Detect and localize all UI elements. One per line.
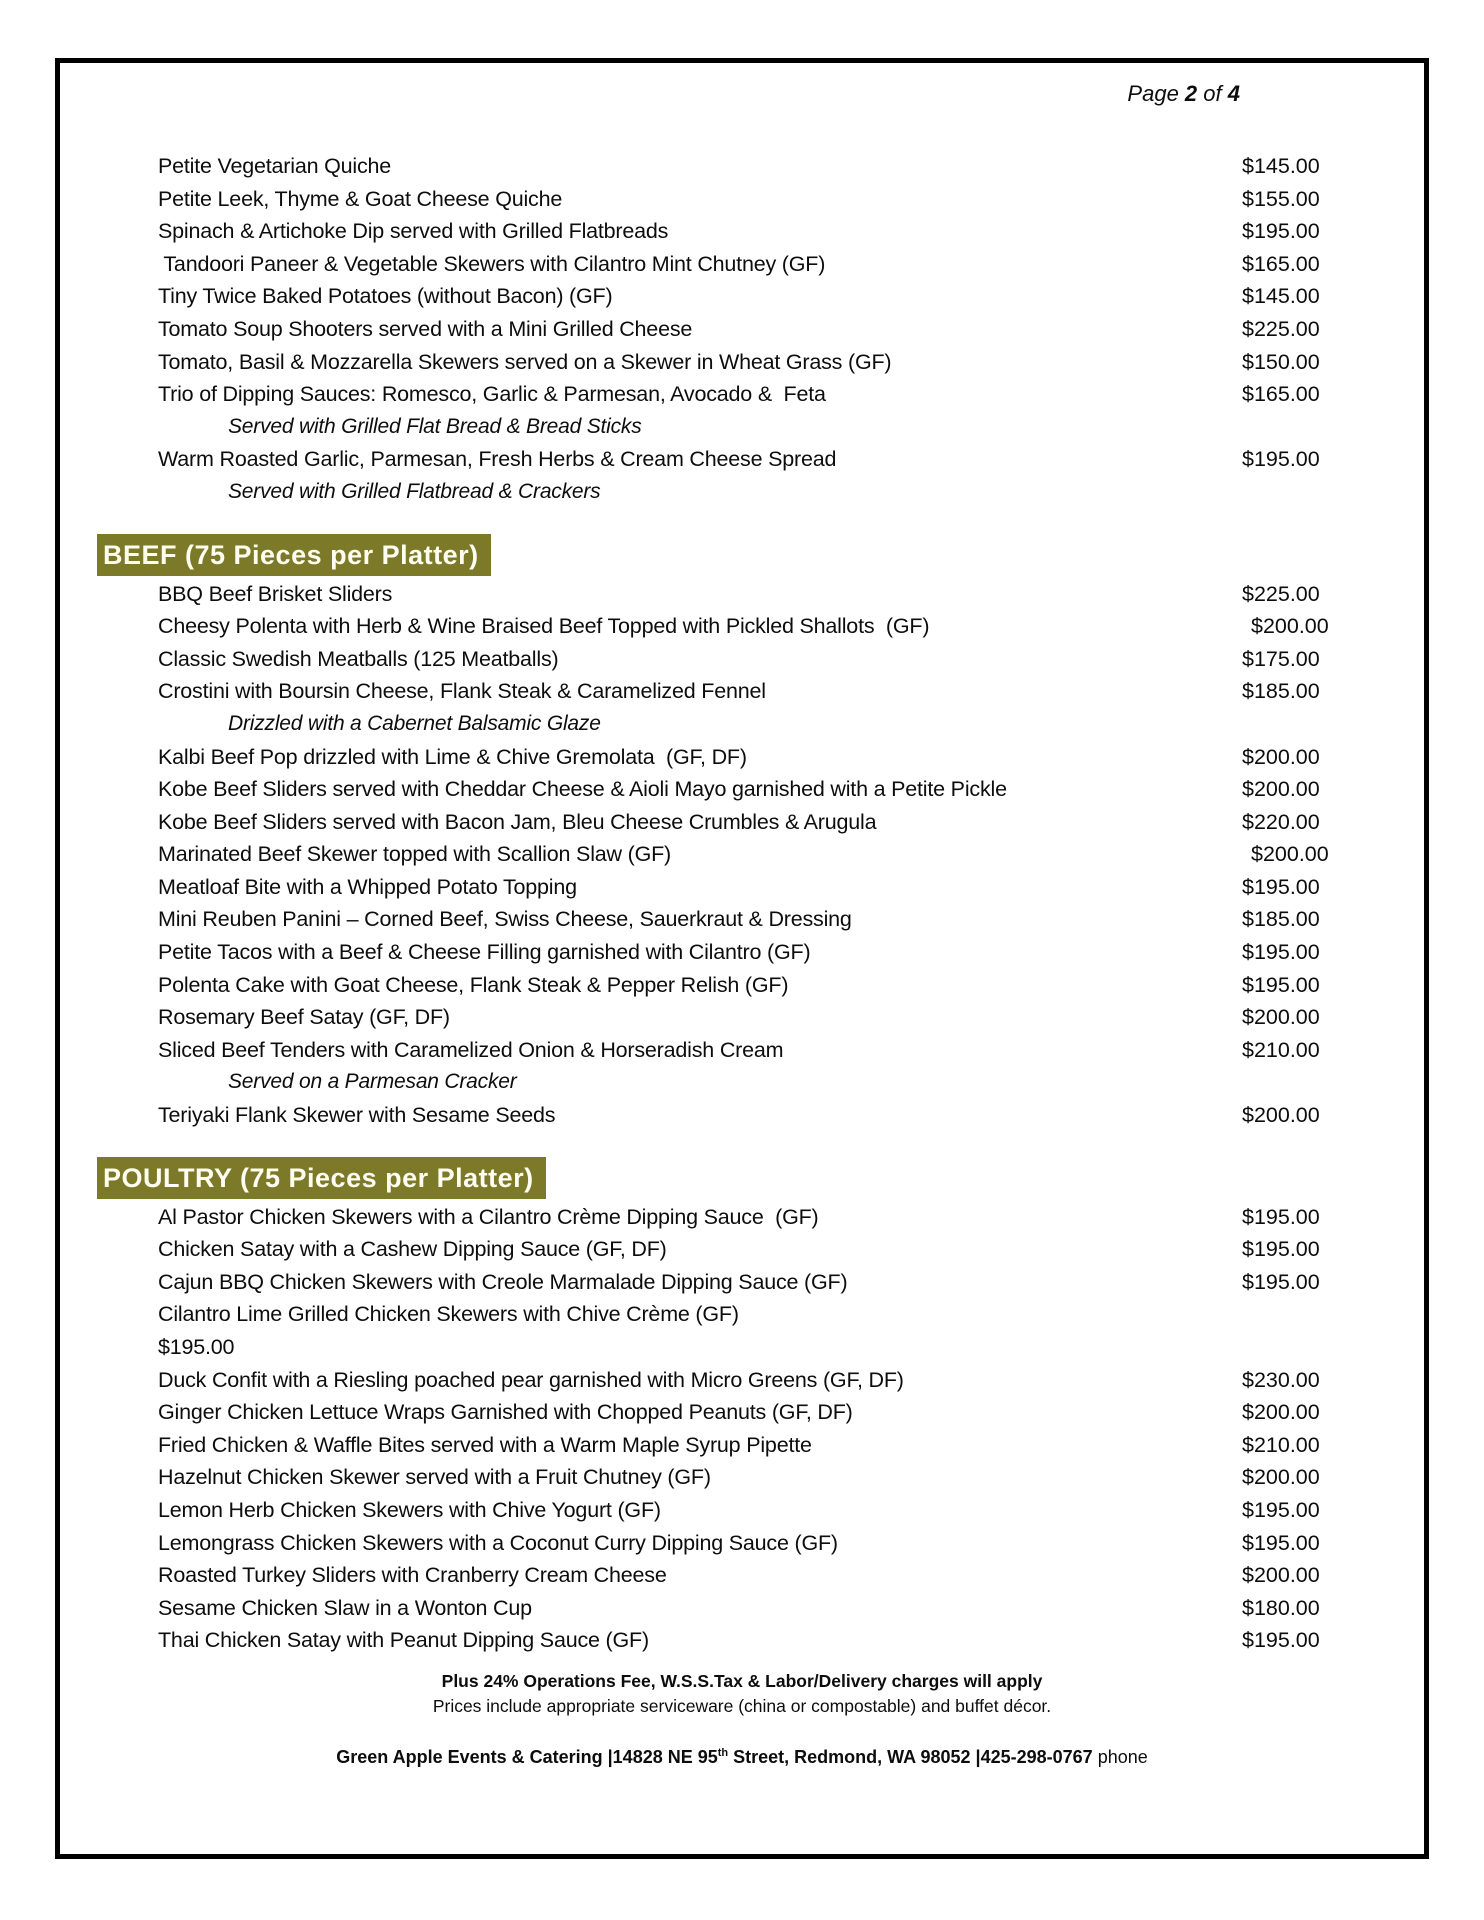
item-price: $195.00 [1242, 874, 1320, 899]
menu-item-row [60, 871, 1424, 904]
menu-sections [60, 150, 1424, 1657]
item-name: Sliced Beef Tenders with Caramelized Onion & Horseradish Cream [158, 1037, 784, 1062]
item-name: Kalbi Beef Pop drizzled with Lime & Chive Gremolata (GF, DF) [158, 744, 747, 769]
item-name: Meatloaf Bite with a Whipped Potato Topping [158, 874, 577, 899]
item-price: $175.00 [1242, 646, 1320, 671]
page-indicator [60, 81, 1240, 107]
item-price: $200.00 [1251, 842, 1329, 867]
item-name: Cilantro Lime Grilled Chicken Skewers with Chive Crème (GF) [158, 1302, 739, 1327]
item-price: $225.00 [1242, 316, 1320, 341]
menu-item-row [60, 346, 1424, 379]
item-name: Classic Swedish Meatballs (125 Meatballs) [158, 646, 559, 671]
menu-item-row [60, 838, 1424, 871]
item-name: Duck Confit with a Riesling poached pear garnished with Micro Greens (GF, DF) [158, 1367, 904, 1392]
item-name: Sesame Chicken Slaw in a Wonton Cup [158, 1595, 532, 1620]
section-header-wrap-poultry [97, 1157, 1424, 1200]
menu-item-row [60, 1099, 1424, 1132]
item-name: Crostini with Boursin Cheese, Flank Steak & Caramelized Fennel [158, 679, 766, 704]
item-price: $200.00 [1251, 614, 1329, 639]
item-price: $195.00 [158, 1335, 235, 1359]
menu-item-row [60, 1201, 1424, 1234]
item-name: Petite Tacos with a Beef & Cheese Filling garnished with Cilantro (GF) [158, 940, 811, 965]
footer-notes [60, 1669, 1424, 1719]
menu-item-row [60, 1266, 1424, 1299]
menu-item-row [60, 1494, 1424, 1527]
business-address-line [60, 1747, 1424, 1768]
item-price: $195.00 [1242, 1204, 1320, 1229]
menu-item-row [60, 150, 1424, 183]
item-name: Mini Reuben Panini – Corned Beef, Swiss Cheese, Sauerkraut & Dressing [158, 907, 852, 932]
section-header-beef: BEEF (75 Pieces per Platter) [97, 534, 491, 576]
business-address-rest: Street, Redmond, WA 98052 |425-298-0767 [728, 1747, 1093, 1767]
item-price: $195.00 [1242, 1269, 1320, 1294]
menu-item-row [60, 1592, 1424, 1625]
item-name: BBQ Beef Brisket Sliders [158, 581, 393, 606]
item-price: $225.00 [1242, 581, 1320, 606]
item-name: Roasted Turkey Sliders with Cranberry Cream Cheese [158, 1563, 667, 1588]
menu-item-row [60, 578, 1424, 611]
menu-item-row [60, 1298, 1424, 1331]
operations-fee-note: Plus 24% Operations Fee, W.S.S.Tax & Labor/Delivery charges will apply [441, 1671, 1043, 1691]
item-name: Tomato Soup Shooters served with a Mini Grilled Cheese [158, 316, 693, 341]
menu-item-row [60, 1429, 1424, 1462]
item-price: $200.00 [1242, 1400, 1320, 1425]
menu-item-row [60, 313, 1424, 346]
menu-item-row [60, 969, 1424, 1002]
menu-item-row [60, 1364, 1424, 1397]
item-price: $145.00 [1242, 284, 1320, 309]
item-name: Al Pastor Chicken Skewers with a Cilantro Crème Dipping Sauce (GF) [158, 1204, 819, 1229]
item-price: $195.00 [1242, 447, 1320, 472]
item-description: Served with Grilled Flatbread & Crackers [228, 479, 601, 503]
item-price: $165.00 [1242, 251, 1320, 276]
item-price: $195.00 [1242, 1237, 1320, 1262]
item-name: Hazelnut Chicken Skewer served with a Fruit Chutney (GF) [158, 1465, 711, 1490]
item-price: $150.00 [1242, 349, 1320, 374]
item-name: Tiny Twice Baked Potatoes (without Bacon) (GF) [158, 284, 613, 309]
item-price: $185.00 [1242, 679, 1320, 704]
item-price: $195.00 [1242, 940, 1320, 965]
menu-item-row [60, 1559, 1424, 1592]
document-page [55, 58, 1429, 1859]
street-ordinal-suffix: th [717, 1747, 729, 1759]
menu-item-row [60, 675, 1424, 708]
page-indicator-total: 4 [1227, 81, 1240, 106]
menu-item-row [60, 215, 1424, 248]
item-name: Petite Vegetarian Quiche [158, 154, 392, 178]
menu-section-poultry [60, 1157, 1424, 1657]
section-header-poultry: POULTRY (75 Pieces per Platter) [97, 1157, 546, 1199]
item-name: Polenta Cake with Goat Cheese, Flank Steak & Pepper Relish (GF) [158, 972, 789, 997]
menu-item-row [60, 1233, 1424, 1266]
item-price: $195.00 [1242, 1497, 1320, 1522]
menu-item-row [60, 610, 1424, 643]
item-name: Rosemary Beef Satay (GF, DF) [158, 1005, 450, 1030]
item-price: $220.00 [1242, 809, 1320, 834]
menu-item-row [60, 1624, 1424, 1657]
menu-item-row [60, 378, 1424, 411]
item-name: Kobe Beef Sliders served with Cheddar Cheese & Aioli Mayo garnished with a Petite Pickle [158, 777, 1007, 802]
section-header-wrap-beef [97, 534, 1424, 577]
menu-item-row [60, 1527, 1424, 1560]
item-price: $195.00 [1242, 1530, 1320, 1555]
phone-word: phone [1092, 1747, 1148, 1767]
menu-item-row [60, 248, 1424, 281]
item-price: $210.00 [1242, 1037, 1320, 1062]
menu-rows-poultry [60, 1201, 1424, 1657]
menu-item-row [60, 773, 1424, 806]
item-price: $200.00 [1242, 1103, 1320, 1128]
item-name: Spinach & Artichoke Dip served with Grilled Flatbreads [158, 219, 669, 244]
item-name: Teriyaki Flank Skewer with Sesame Seeds [158, 1103, 556, 1128]
item-name: Trio of Dipping Sauces: Romesco, Garlic & Parmesan, Avocado & Feta [158, 382, 826, 407]
item-name: Cheesy Polenta with Herb & Wine Braised Beef Topped with Pickled Shallots (GF) [158, 614, 930, 639]
item-name: Thai Chicken Satay with Peanut Dipping Sauce (GF) [158, 1628, 649, 1653]
menu-item-row [60, 1461, 1424, 1494]
menu-item-row [60, 643, 1424, 676]
item-price: $165.00 [1242, 382, 1320, 407]
menu-item-row [60, 443, 1424, 476]
menu-item-row [60, 1001, 1424, 1034]
item-name: Cajun BBQ Chicken Skewers with Creole Marmalade Dipping Sauce (GF) [158, 1269, 848, 1294]
page-indicator-number: 2 [1184, 81, 1198, 106]
item-price-row [60, 1331, 1424, 1364]
item-price: $185.00 [1242, 907, 1320, 932]
item-price: $200.00 [1242, 1563, 1320, 1588]
item-price: $200.00 [1242, 777, 1320, 802]
item-name: Kobe Beef Sliders served with Bacon Jam, Bleu Cheese Crumbles & Arugula [158, 809, 877, 834]
item-price: $200.00 [1242, 1465, 1320, 1490]
item-price: $200.00 [1242, 1005, 1320, 1030]
item-name: Lemongrass Chicken Skewers with a Coconut Curry Dipping Sauce (GF) [158, 1530, 838, 1555]
item-price: $195.00 [1242, 972, 1320, 997]
item-name: Tomato, Basil & Mozzarella Skewers served on a Skewer in Wheat Grass (GF) [158, 349, 892, 374]
item-price: $210.00 [1242, 1432, 1320, 1457]
page-indicator-prefix: Page [1127, 81, 1185, 106]
item-name: Warm Roasted Garlic, Parmesan, Fresh Herbs & Cream Cheese Spread [158, 447, 837, 472]
page-content [60, 63, 1424, 1854]
menu-rows-beef [60, 578, 1424, 1132]
item-name: Lemon Herb Chicken Skewers with Chive Yogurt (GF) [158, 1497, 661, 1522]
item-name: Ginger Chicken Lettuce Wraps Garnished with Chopped Peanuts (GF, DF) [158, 1400, 853, 1425]
menu-rows-appetizers [60, 150, 1424, 509]
menu-item-row [60, 806, 1424, 839]
menu-item-row [60, 741, 1424, 774]
item-description: Served on a Parmesan Cracker [228, 1070, 517, 1094]
item-description: Served with Grilled Flat Bread & Bread Sticks [228, 414, 642, 438]
menu-item-row [60, 903, 1424, 936]
menu-item-row [60, 280, 1424, 313]
item-price: $195.00 [1242, 1628, 1320, 1653]
item-price: $230.00 [1242, 1367, 1320, 1392]
item-name: Petite Leek, Thyme & Goat Cheese Quiche [158, 186, 563, 211]
item-name: Tandoori Paneer & Vegetable Skewers with Cilantro Mint Chutney (GF) [158, 251, 826, 276]
item-price: $200.00 [1242, 744, 1320, 769]
menu-item-row [60, 1034, 1424, 1067]
item-description: Drizzled with a Cabernet Balsamic Glaze [228, 711, 601, 735]
item-price: $180.00 [1242, 1595, 1320, 1620]
menu-section-beef [60, 534, 1424, 1132]
page-indicator-of: of [1197, 81, 1228, 106]
menu-section-appetizers [60, 150, 1424, 509]
business-name-street: Green Apple Events & Catering |14828 NE 95 [336, 1747, 718, 1767]
menu-item-row [60, 183, 1424, 216]
menu-item-row [60, 936, 1424, 969]
item-name: Chicken Satay with a Cashew Dipping Sauce (GF, DF) [158, 1237, 667, 1262]
item-price: $145.00 [1242, 154, 1320, 178]
item-name: Fried Chicken & Waffle Bites served with a Warm Maple Syrup Pipette [158, 1432, 812, 1457]
menu-item-row [60, 1396, 1424, 1429]
item-name: Marinated Beef Skewer topped with Scallion Slaw (GF) [158, 842, 672, 867]
item-price: $155.00 [1242, 186, 1320, 211]
item-price: $195.00 [1242, 219, 1320, 244]
serviceware-note: Prices include appropriate serviceware (china or compostable) and buffet décor. [432, 1696, 1052, 1716]
